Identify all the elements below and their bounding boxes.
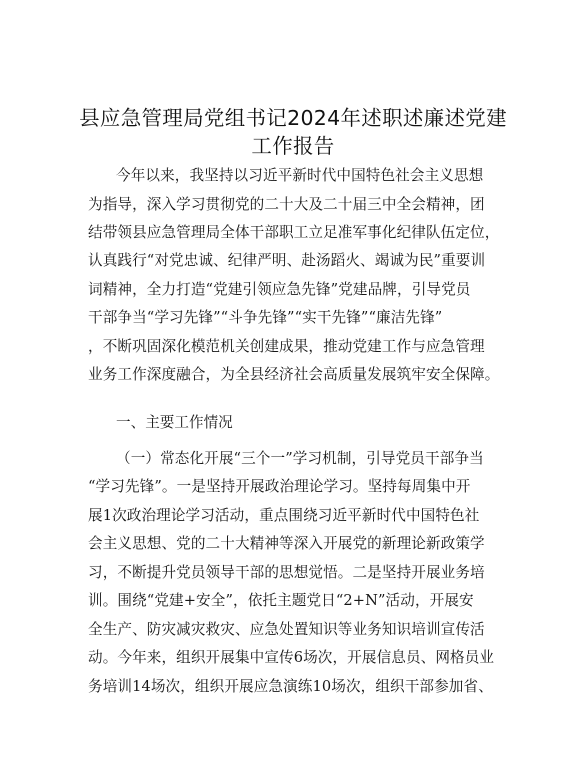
intro-line: 认真践行“对党忠诚、纪律严明、赴汤蹈火、竭诚为民”重要训	[88, 252, 486, 269]
body-line: 习，不断提升党员领导干部的思想觉悟。二是坚持开展业务培	[88, 564, 485, 581]
body-line: 训。围绕“党建+安全”，依托主题党日“2+N”活动，开展安	[88, 592, 474, 609]
intro-line: 干部争当“学习先锋”“斗争先锋”“实干先锋”“廉洁先锋”	[88, 309, 443, 326]
body-line: 会主义思想、党的二十大精神等深入开展党的新理论新政策学	[88, 535, 485, 552]
body-line: 动。今年来，组织开展集中宣传6场次，开展信息员、网格员业	[88, 649, 495, 666]
body-line: 全生产、防灾减灾救灾、应急处置知识等业务知识培训宣传活	[88, 621, 485, 638]
body-line: 务培训14场次，组织开展应急演练10场次，组织干部参加省、	[88, 678, 493, 695]
body-line: 展1次政治理论学习活动，重点围绕习近平新时代中国特色社	[88, 507, 480, 524]
section-heading: 一、主要工作情况	[116, 414, 233, 431]
intro-line: 词精神，全力打造“党建引领应急先锋”党建品牌，引导党员	[88, 281, 471, 298]
body-line: “学习先锋”。一是坚持开展政治理论学习。坚持每周集中开	[88, 478, 471, 495]
intro-line: 为指导，深入学习贯彻党的二十大及二十届三中全会精神，团	[88, 196, 485, 213]
intro-line: 今年以来，我坚持以习近平新时代中国特色社会主义思想	[116, 167, 484, 184]
intro-line: 结带领县应急管理局全体干部职工立足准军事化纪律队伍定位，	[88, 224, 500, 241]
document-title-line-1: 县应急管理局党组书记2024年述职述廉述党建	[79, 106, 507, 130]
intro-line: 业务工作深度融合，为全县经济社会高质量发展筑牢安全保障。	[88, 366, 500, 383]
body-line: （一）常态化开展“三个一”学习机制，引导党员干部争当	[116, 450, 484, 467]
intro-line: ，不断巩固深化模范机关创建成果，推动党建工作与应急管理	[88, 338, 485, 355]
document-title-line-2: 工作报告	[251, 134, 335, 158]
